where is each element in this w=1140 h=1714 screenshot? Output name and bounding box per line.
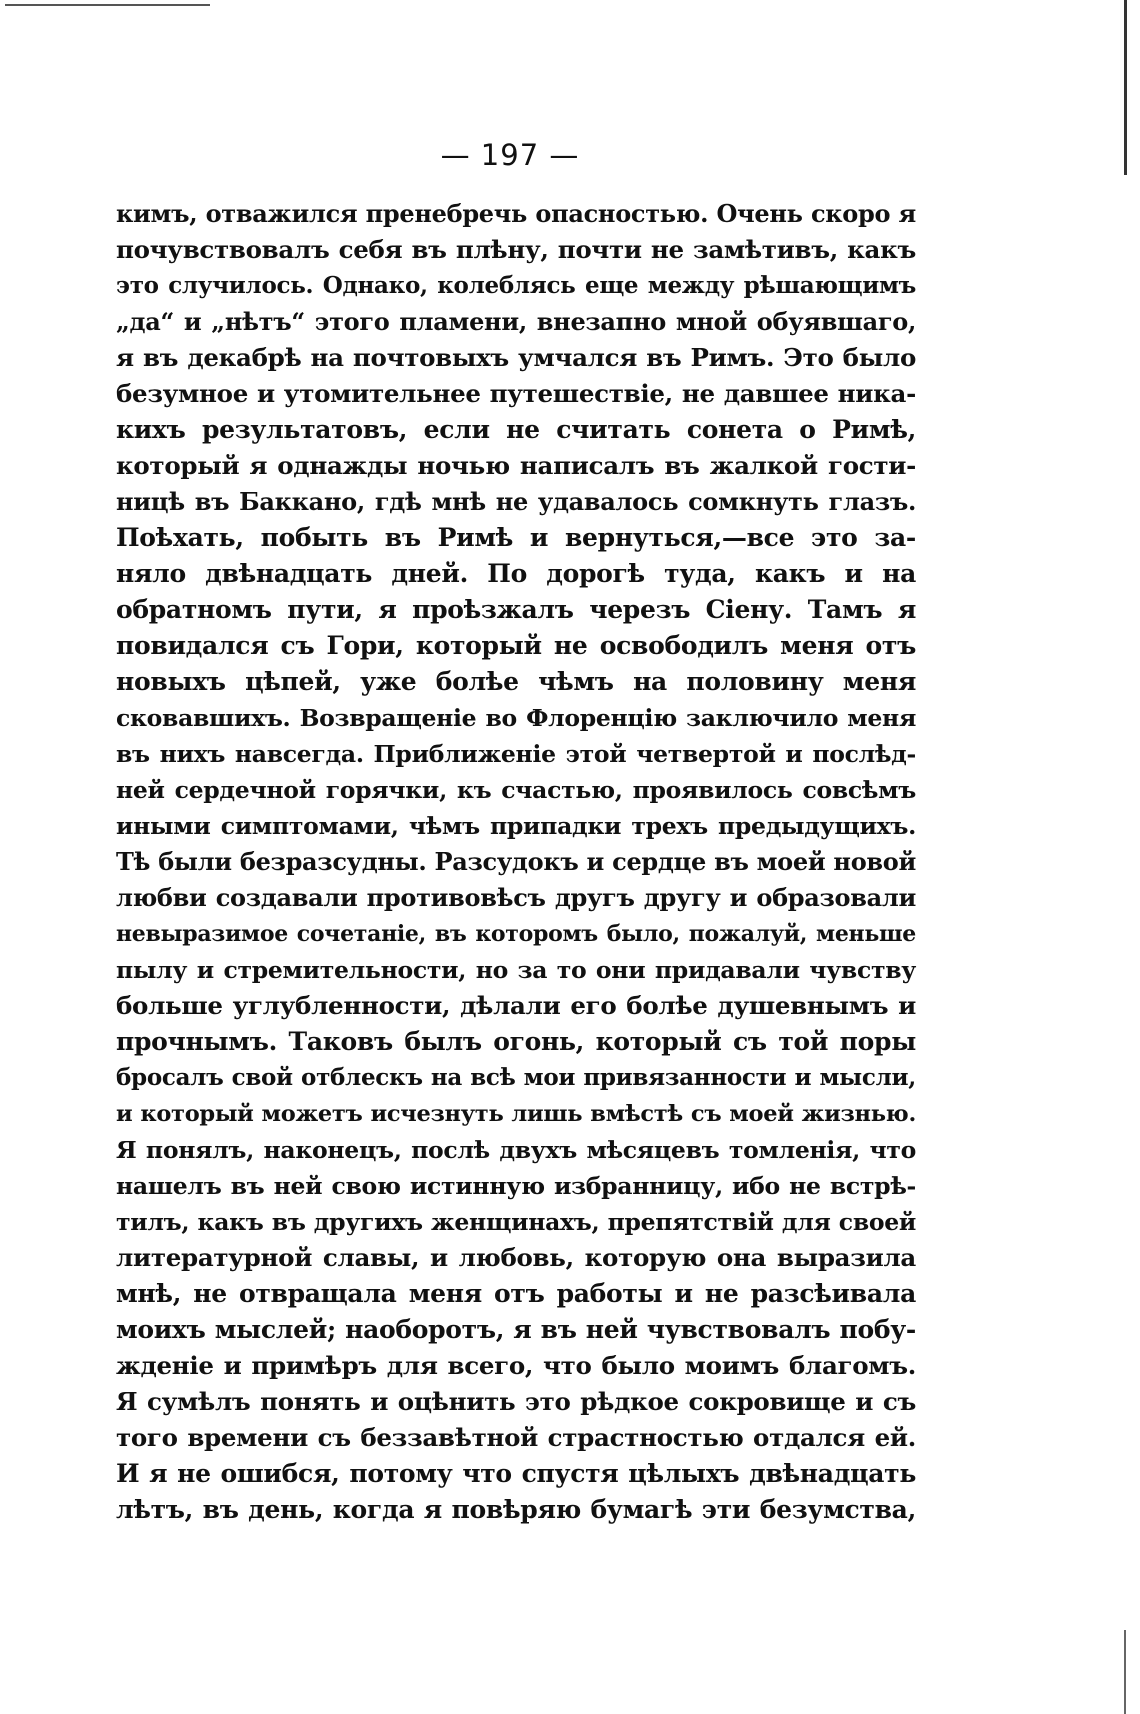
text-line: жденіе и примѣръ для всего, что было моимъ благомъ. xyxy=(116,1351,916,1380)
text-line: который я однажды ночью написалъ въ жалкой гости- xyxy=(116,451,916,480)
text-line: ницѣ въ Баккано, гдѣ мнѣ не удавалось сомкнуть глазъ. xyxy=(116,487,916,516)
body-text xyxy=(116,196,916,1528)
text-line: я въ декабрѣ на почтовыхъ умчался въ Римъ. Это было xyxy=(116,343,916,372)
text-line: любви создавали противовѣсъ другъ другу и образовали xyxy=(116,883,916,912)
text-line: Поѣхать, побыть въ Римѣ и вернуться,—все это за- xyxy=(116,523,916,552)
scan-edge-right xyxy=(1124,0,1127,175)
text-line: кимъ, отважился пренебречь опасностью. Очень скоро я xyxy=(116,199,916,228)
text-line: прочнымъ. Таковъ былъ огонь, который съ той поры xyxy=(116,1027,916,1056)
text-line: повидался съ Гори, который не освободилъ меня отъ xyxy=(116,631,916,660)
text-line: это случилось. Однако, колеблясь еще между рѣшающимъ xyxy=(116,272,916,299)
text-line: Я сумѣлъ понять и оцѣнить это рѣдкое сокровище и съ xyxy=(116,1387,916,1416)
text-line: того времени съ беззавѣтной страстностью отдался ей. xyxy=(116,1423,916,1452)
text-line: няло двѣнадцать дней. По дорогѣ туда, какъ и на xyxy=(116,559,916,588)
text-line: пылу и стремительности, но за то они придавали чувству xyxy=(116,956,916,984)
text-line: моихъ мыслей; наоборотъ, я въ ней чувствовалъ побу- xyxy=(116,1315,916,1344)
text-line: литературной славы, и любовь, которую она выразила xyxy=(116,1243,916,1272)
text-line: мнѣ, не отвращала меня отъ работы и не разсѣивала xyxy=(116,1279,916,1308)
text-line: тилъ, какъ въ другихъ женщинахъ, препятствій для своей xyxy=(116,1208,916,1236)
scan-edge-top xyxy=(5,4,210,6)
text-line: нашелъ въ ней свою истинную избранницу, ибо не встрѣ- xyxy=(116,1172,916,1200)
text-line: иными симптомами, чѣмъ припадки трехъ предыдущихъ. xyxy=(116,812,916,840)
text-line: Тѣ были безразсудны. Разсудокъ и сердце въ моей новой xyxy=(116,847,916,876)
text-line: „да“ и „нѣтъ“ этого пламени, внезапно мной обуявшаго, xyxy=(116,307,916,336)
text-line: лѣтъ, въ день, когда я повѣряю бумагѣ эти безумства, xyxy=(116,1495,916,1524)
text-line: обратномъ пути, я проѣзжалъ черезъ Сіену. Тамъ я xyxy=(116,595,916,624)
text-line: и который можетъ исчезнуть лишь вмѣстѣ съ моей жизнью. xyxy=(116,1101,916,1127)
text-line: почувствовалъ себя въ плѣну, почти не замѣтивъ, какъ xyxy=(116,235,916,264)
text-line: новыхъ цѣпей, уже болѣе чѣмъ на половину меня xyxy=(116,667,916,696)
text-line: бросалъ свой отблескъ на всѣ мои привязанности и мысли, xyxy=(116,1064,916,1091)
text-line: невыразимое сочетаніе, въ которомъ было, пожалуй, меньше xyxy=(116,921,916,947)
text-line: безумное и утомительнее путешествіе, не давшее ника- xyxy=(116,379,916,408)
text-line: сковавшихъ. Возвращеніе во Флоренцію заключило меня xyxy=(116,704,916,732)
text-line: Я понялъ, наконецъ, послѣ двухъ мѣсяцевъ томленія, что xyxy=(116,1136,916,1164)
text-line: ней сердечной горячки, къ счастью, проявилось совсѣмъ xyxy=(116,776,916,804)
text-line: кихъ результатовъ, если не считать сонета о Римѣ, xyxy=(116,415,916,444)
text-line: въ нихъ навсегда. Приближеніе этой четвертой и послѣд- xyxy=(116,740,916,768)
page-number: — 197 — xyxy=(440,138,580,172)
scan-edge-right-bottom xyxy=(1124,1630,1126,1714)
text-line: больше углубленности, дѣлали его болѣе душевнымъ и xyxy=(116,991,916,1020)
text-line: И я не ошибся, потому что спустя цѣлыхъ двѣнадцать xyxy=(116,1459,916,1488)
